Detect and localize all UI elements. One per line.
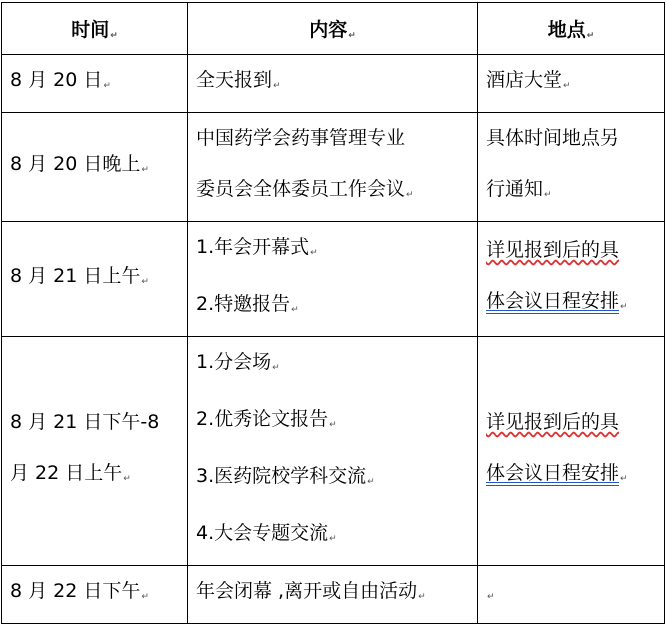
table-row [2, 113, 665, 222]
header-place: 地点↵ [478, 3, 665, 55]
table-row [2, 55, 665, 113]
cell-time: 8 月 20 日↵ [2, 55, 188, 113]
header-time: 时间↵ [2, 3, 188, 55]
table-row [2, 222, 665, 337]
table-row [2, 566, 665, 624]
cell-time: 8 月 21 日上午↵ [2, 222, 188, 337]
cell-time: 8 月 21 日下午-8 月 22 日上午↵ [2, 337, 188, 566]
schedule-table [1, 2, 665, 624]
header-content: 内容↵ [188, 3, 478, 55]
cell-content: 1.分会场↵ 2.优秀论文报告↵ 3.医药院校学科交流↵ 4.大会专题交流↵ [188, 337, 478, 566]
table-header-row [2, 3, 665, 55]
table-row [2, 337, 665, 566]
cell-place: 详见报到后的具 体会议日程安排↵ [478, 222, 665, 337]
cell-content: 年会闭幕 ,离开或自由活动↵ [188, 566, 478, 624]
cell-content: 全天报到↵ [188, 55, 478, 113]
cell-place: ↵ [478, 566, 665, 624]
cell-time: 8 月 20 日晚上↵ [2, 113, 188, 222]
cell-place: 酒店大堂↵ [478, 55, 665, 113]
cell-time: 8 月 22 日下午↵ [2, 566, 188, 624]
cell-content: 1.年会开幕式↵ 2.特邀报告↵ [188, 222, 478, 337]
cell-content: 中国药学会药事管理专业 委员会全体委员工作会议↵ [188, 113, 478, 222]
cell-place: 具体时间地点另 行通知↵ [478, 113, 665, 222]
cell-place: 详见报到后的具 体会议日程安排↵ [478, 337, 665, 566]
